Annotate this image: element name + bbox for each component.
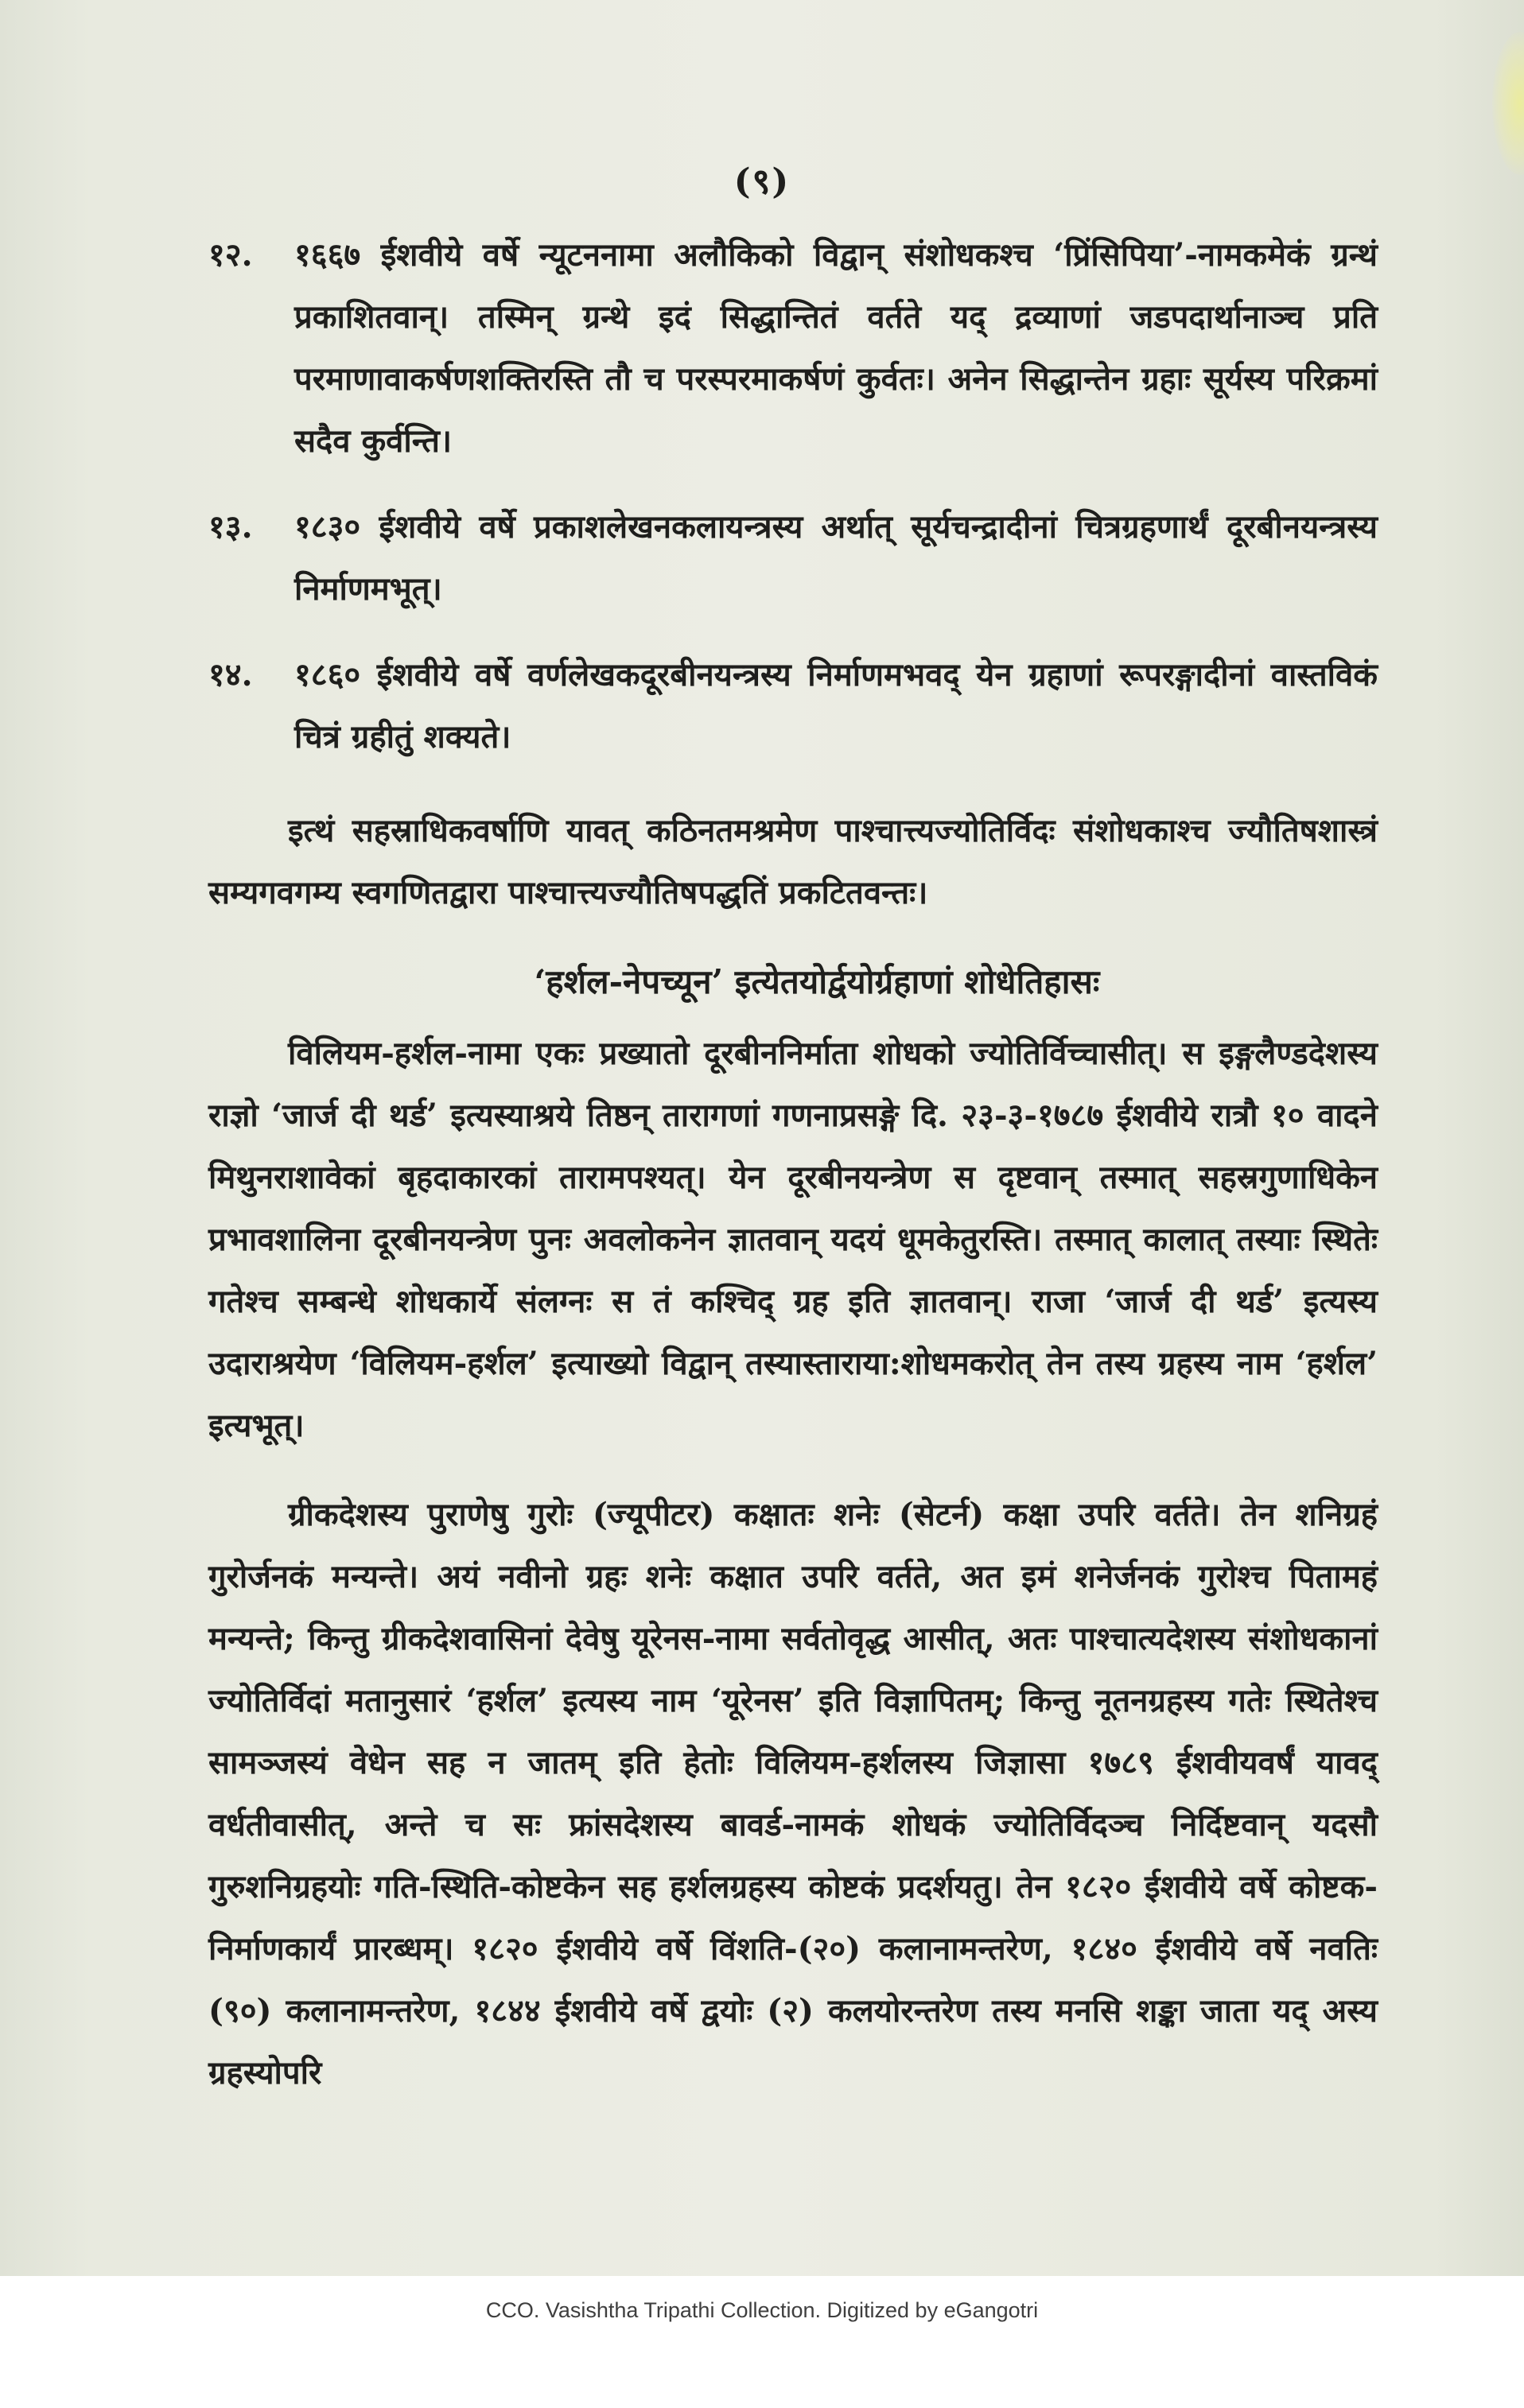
herschel-paragraph: विलियम-हर्शल-नामा एकः प्रख्यातो दूरबीननिर्माता शोधको ज्योतिर्विच्चासीत्। स इङ्गलैण्डदेशस्य राज्ञो ‘जार्ज दी थर्ड’ इत्यस्याश्रये तिष्ठन् तारागणां गणनाप्रसङ्गे दि. २३-३-१७८७ ईशवीये रात्रौ १० वादने मिथुनराशावेकां बृहदाकारकां तारामपश्यत्। येन दूरबीनयन्त्रेण स दृष्टवान् तस्मात् सहस्रगुणाधिकेन प्रभावशालिना दूरबीनयन्त्रेण पुनः अवलोकनेन ज्ञातवान् यदयं धूमकेतुरस्ति। तस्मात् कालात् तस्याः स्थितेः गतेश्च सम्बन्धे शोधकार्ये संलग्नः स तं कश्चिद् ग्रह इति ज्ञातवान्। राजा ‘जार्ज दी थर्ड’ इत्यस्य उदाराश्रयेण ‘विलियम-हर्शल’ इत्याख्यो विद्वान् तस्यास्ताराया:शोधमकरोत् तेन तस्य ग्रहस्य नाम ‘हर्शल’ इत्यभूत्। [208,1035,1378,1444]
digitization-footer: CCO. Vasishtha Tripathi Collection. Digitized by eGangotri [0,2276,1524,2408]
item-number: १३. [208,508,253,546]
item-text: १८३० ईशवीये वर्षे प्रकाशलेखनकलायन्त्रस्य अर्थात् सूर्यचन्द्रादीनां चित्रग्रहणार्थं दूरबीनयन्त्रस्य निर्माणमभूत्। [294,508,1378,608]
page-number: (९) [733,161,791,202]
section-heading: ‘हर्शल-नेपच्यून’ इत्येतयोर्द्वयोर्ग्रहाणां शोधेतिहासः [534,962,1100,1001]
summary-paragraph: इत्थं सहस्राधिकवर्षाणि यावत् कठिनतमश्रमेण पाश्चात्त्यज्योतिर्विदः संशोधकाश्च ज्यौतिषशास्त्रं सम्यगवगम्य स्वगणितद्वारा पाश्चात्त्यज्यौतिषपद्धतिं प्रकटितवन्तः। [208,812,1378,911]
paper-stain [1492,32,1524,175]
item-text: १६६७ ईशवीये वर्षे न्यूटननामा अलौकिको विद्वान् संशोधकश्च ‘प्रिंसिपिया’-नामकमेकं ग्रन्थं प्रकाशितवान्। तस्मिन् ग्रन्थे इदं सिद्धान्तितं वर्तते यद् द्रव्याणां जडपदार्थानाञ्च प्रति परमाणावाकर्षणशक्तिरस्ति तौ च परस्परमाकर्षणं कुर्वतः। अनेन सिद्धान्तेन ग्रहाः सूर्यस्य परिक्रमां सदैव कुर्वन्ति। [294,236,1378,460]
numbered-item-12 [208,224,1378,472]
page-content [208,224,1378,2131]
item-number: १२. [208,236,253,274]
item-number: १४. [208,656,253,693]
numbered-item-13 [208,496,1378,620]
uranus-paragraph: ग्रीकदेशस्य पुराणेषु गुरोः (ज्यूपीटर) कक्षातः शनेः (सेटर्न) कक्षा उपरि वर्तते। तेन शनिग्रहं गुरोर्जनकं मन्यन्ते। अयं नवीनो ग्रहः शनेः कक्षात उपरि वर्तते, अत इमं शनेर्जनकं गुरोश्च पितामहं मन्यन्ते; किन्तु ग्रीकदेशवासिनां देवेषु यूरेनस-नामा सर्वतोवृद्ध आसीत्, अतः पाश्चात्यदेशस्य संशोधकानां ज्योतिर्विदां मतानुसारं ‘हर्शल’ इत्यस्य नाम ‘यूरेनस’ इति विज्ञापितम्; किन्तु नूतनग्रहस्य गतेः स्थितेश्च सामञ्जस्यं वेधेन सह न जातम् इति हेतोः विलियम-हर्शलस्य जिज्ञासा १७८९ ईशवीयवर्षं यावद् वर्धतीवासीत्, अन्ते च सः फ्रांसदेशस्य बावर्ड-नामकं शोधकं ज्योतिर्विदञ्च निर्दिष्टवान् यदसौ गुरुशनिग्रहयोः गति-स्थिति-कोष्टकेन सह हर्शलग्रहस्य कोष्टकं प्रदर्शयतु। तेन १८२० ईशवीये वर्षे कोष्टक-निर्माणकार्यं प्रारब्धम्। १८२० ईशवीये वर्षे विंशति-(२०) कलानामन्तरेण, १८४० ईशवीये वर्षे नवतिः (९०) कलानामन्तरेण, १८४४ ईशवीये वर्षे द्वयोः (२) कलयोरन्तरेण तस्य मनसि शङ्का जाता यद् अस्य ग्रहस्योपरि [208,1496,1378,2091]
numbered-item-14 [208,644,1378,768]
item-text: १८६० ईशवीये वर्षे वर्णलेखकदूरबीनयन्त्रस्य निर्माणमभवद् येन ग्रहाणां रूपरङ्गादीनां वास्तविकं चित्रं ग्रहीतुं शक्यते। [294,656,1378,755]
